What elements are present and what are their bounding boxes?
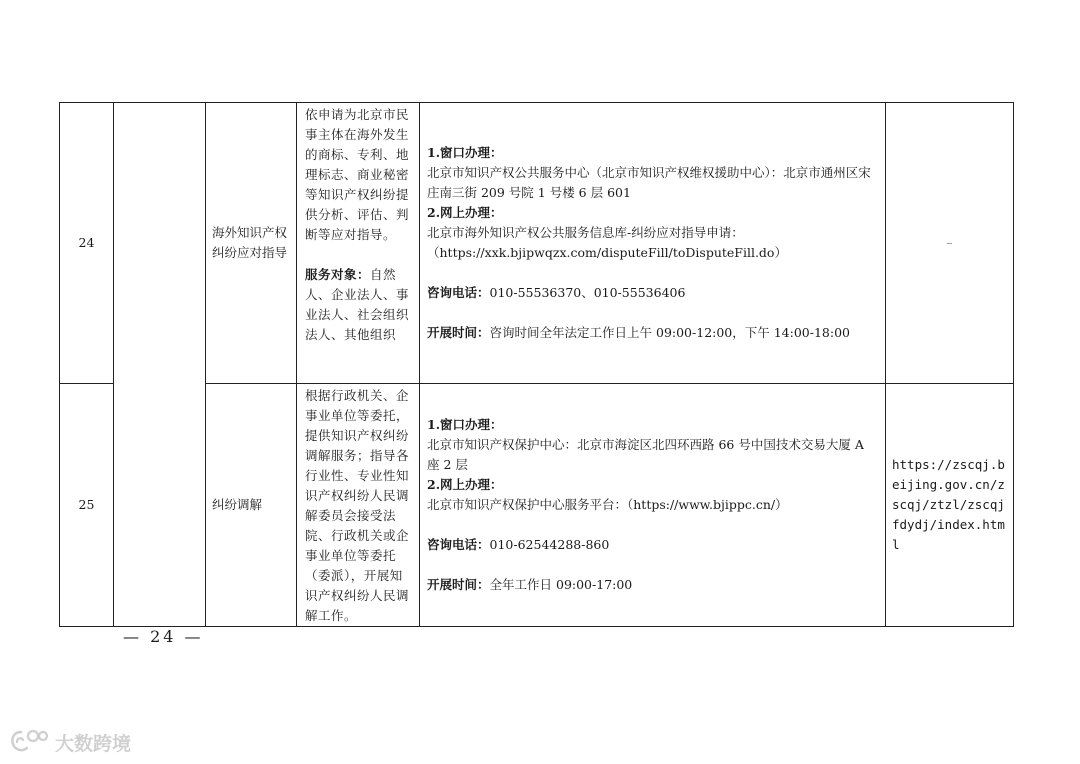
phone-value: 010-62544288-860 (489, 537, 610, 552)
hours-label: 开展时间： (427, 577, 490, 592)
hours-line (427, 575, 879, 595)
target-label: 服务对象： (305, 267, 371, 282)
category-cell (114, 103, 206, 627)
hours-value: 全年工作日 09:00-17:00 (489, 577, 633, 592)
service-target (305, 265, 412, 345)
row-number: 24 (60, 103, 114, 384)
table-row (60, 103, 1014, 384)
window-address: 北京市知识产权公共服务中心（北京市知识产权维权援助中心）：北京市通州区宋庄南三街 209 号院 1 号楼 6 层 601 (427, 165, 871, 200)
phone-line (427, 535, 879, 555)
window-address: 北京市知识产权保护中心：北京市海淀区北四环西路 66 号中国技术交易大厦 A 座 2 层 (427, 437, 864, 472)
hours-value: 咨询时间全年法定工作日上午 09:00-12:00，下午 14:00-18:00 (489, 325, 851, 340)
service-channels (420, 384, 886, 627)
target-value: 自然人、企业法人、事业法人、社会组织法人、其他组织 (305, 267, 410, 342)
item-description (297, 103, 420, 384)
window-label: 1.窗口办理： (427, 145, 503, 160)
hours-line (427, 323, 879, 343)
item-name: 纠纷调解 (206, 384, 297, 627)
row-number: 25 (60, 384, 114, 627)
phone-line (427, 283, 879, 303)
website-link[interactable]: https://zscqj.beijing.gov.cn/zscqj/ztzl/zscqjfdydj/index.html (886, 384, 1014, 627)
window-label: 1.窗口办理： (427, 417, 503, 432)
online-address: 北京市海外知识产权公共服务信息库-纠纷应对指导申请：（https://xxk.bjipwqzx.com/disputeFill/toDisputeFill.do） (427, 225, 787, 260)
description-text: 依申请为北京市民事主体在海外发生的商标、专利、地理标志、商业秘密等知识产权纠纷提供分析、评估、判断等应对指导。 (305, 107, 410, 242)
service-channels (420, 103, 886, 384)
watermark-text: 大数跨境 (55, 732, 132, 755)
online-label: 2.网上办理： (427, 205, 503, 220)
phone-label: 咨询电话： (427, 285, 490, 300)
website-link: – (886, 103, 1014, 384)
logo-icon (9, 728, 49, 756)
online-address: 北京市知识产权保护中心服务平台：（https://www.bjippc.cn/） (427, 497, 788, 512)
watermark (9, 728, 131, 756)
hours-label: 开展时间： (427, 325, 490, 340)
description-text: 根据行政机关、企事业单位等委托，提供知识产权纠纷调解服务；指导各行业性、专业性知识产权纠纷人民调解委员会接受法院、行政机关或企事业单位等委托（委派），开展知识产权纠纷人民调解工作。 (305, 388, 410, 623)
phone-value: 010-55536370、010-55536406 (489, 285, 686, 300)
phone-label: 咨询电话： (427, 537, 490, 552)
online-label: 2.网上办理： (427, 477, 503, 492)
item-description (297, 384, 420, 627)
item-name: 海外知识产权纠纷应对指导 (206, 103, 297, 384)
service-table (59, 102, 1014, 627)
page-number: — 24 — (123, 627, 204, 646)
